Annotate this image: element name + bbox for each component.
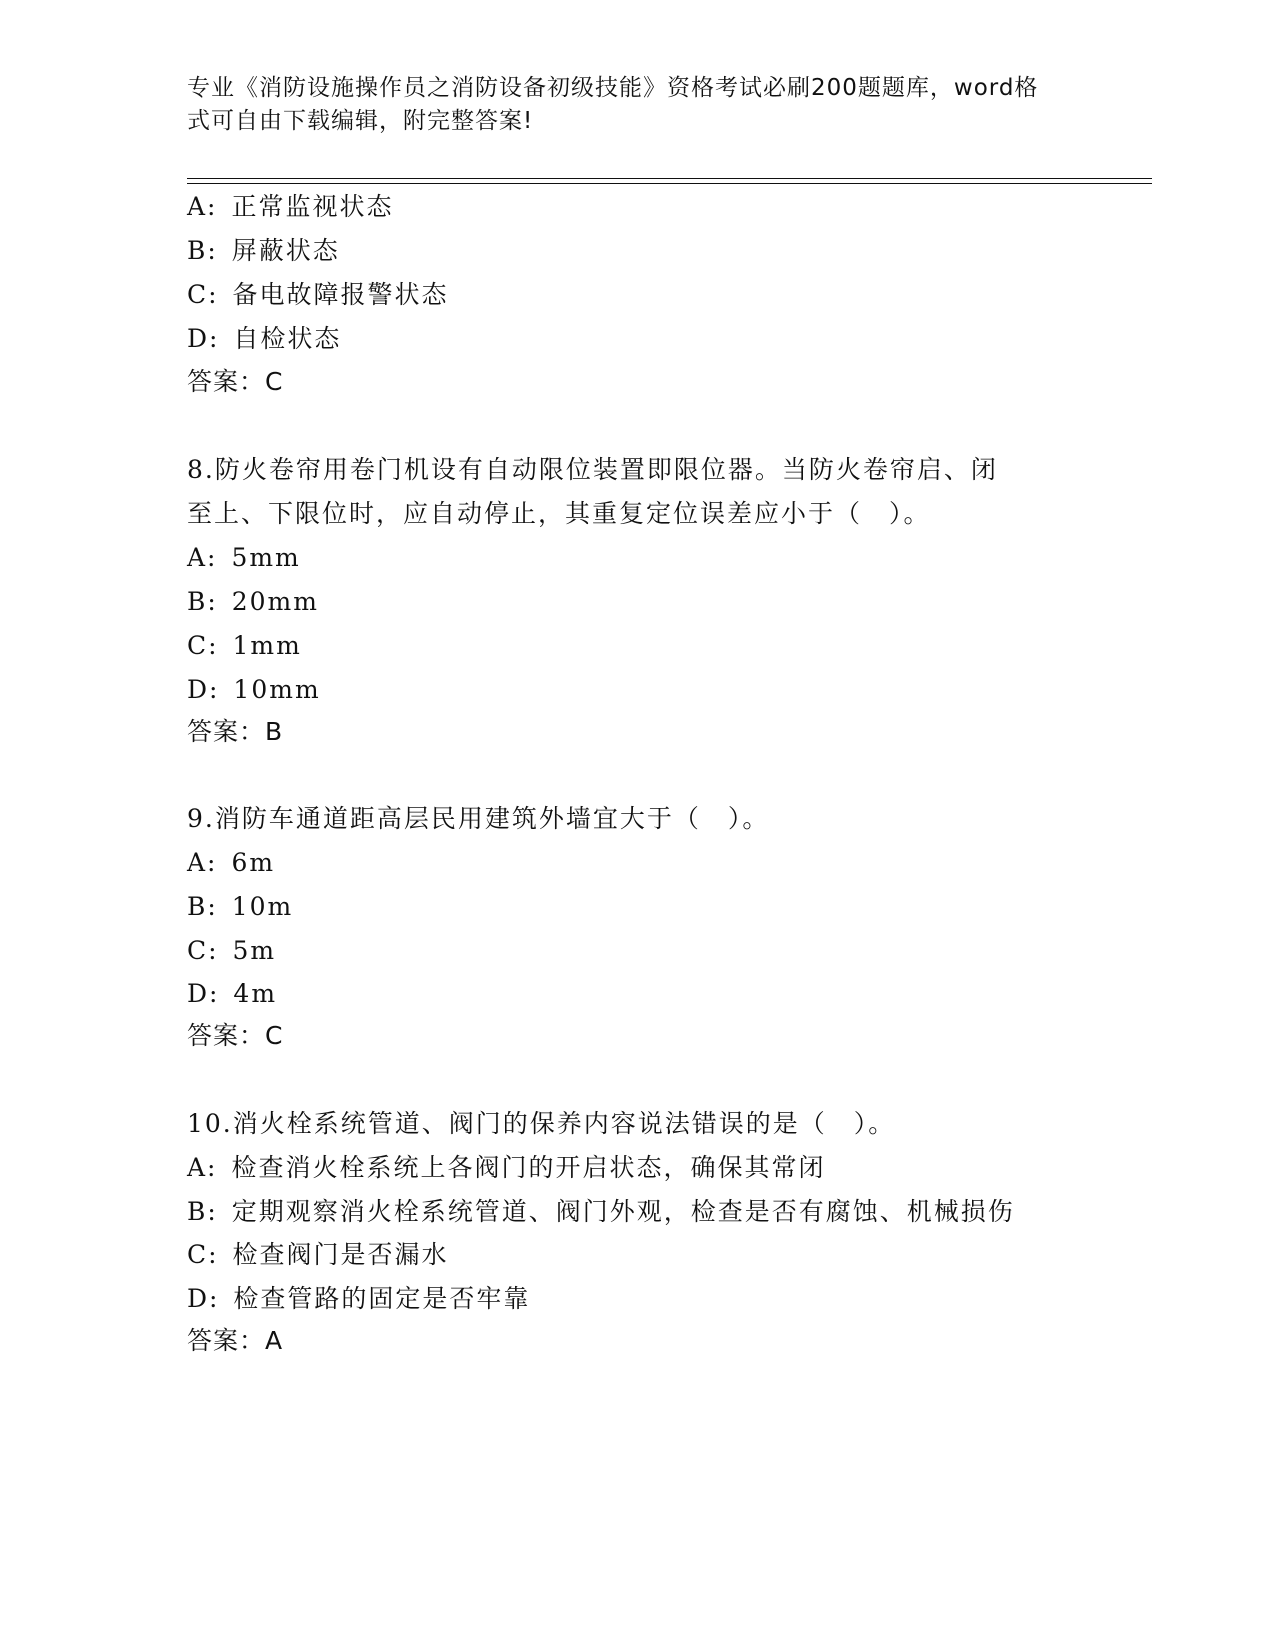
q8-option-a: [187, 542, 301, 574]
option-text: 正常监视状态: [231, 192, 394, 221]
option-letter: B:: [187, 236, 218, 265]
option-text: 检查管路的固定是否牢靠: [233, 1284, 531, 1313]
option-letter: B:: [187, 892, 218, 921]
q9-answer: 答案：C: [187, 1021, 284, 1050]
option-text: 10mm: [233, 675, 321, 704]
q10-option-a: [187, 1152, 825, 1184]
q9-option-b: [187, 891, 293, 923]
q8-option-b: [187, 586, 319, 618]
option-letter: C:: [187, 936, 219, 965]
q8-answer: 答案：B: [187, 717, 284, 746]
option-letter: D:: [187, 675, 220, 704]
option-text: 定期观察消火栓系统管道、阀门外观，检查是否有腐蚀、机械损伤: [231, 1197, 1015, 1226]
header-line-1: 专业《消防设施操作员之消防设备初级技能》资格考试必刷200题题库，word格: [187, 75, 1039, 101]
option-text: 5m: [232, 936, 277, 965]
q8-option-c: [187, 630, 302, 662]
q9-option-a: [187, 847, 275, 879]
option-text: 自检状态: [233, 324, 342, 353]
option-text: 检查消火栓系统上各阀门的开启状态，确保其常闭: [231, 1153, 826, 1182]
option-text: 5mm: [231, 543, 301, 572]
option-letter: C:: [187, 280, 219, 309]
option-text: 20mm: [231, 587, 319, 616]
prev-option-c: [187, 279, 449, 311]
header-line-2: 式可自由下载编辑，附完整答案!: [187, 108, 534, 134]
option-text: 6m: [231, 848, 276, 877]
option-letter: D:: [187, 979, 220, 1008]
option-text: 检查阀门是否漏水: [232, 1240, 449, 1269]
q9-option-c: [187, 935, 276, 967]
option-text: 1mm: [232, 631, 302, 660]
q9-stem-line-1: 9.消防车通道距高层民用建筑外墙宜大于（ ）。: [187, 804, 770, 833]
prev-answer: 答案：C: [187, 367, 284, 396]
header-rule-bottom: [187, 183, 1152, 184]
q8-stem-line-1: 8.防火卷帘用卷门机设有自动限位装置即限位器。当防火卷帘启、闭: [187, 455, 998, 484]
option-letter: C:: [187, 631, 219, 660]
prev-option-d: [187, 323, 341, 355]
document-header: [187, 72, 1067, 138]
q9-option-d: [187, 978, 277, 1010]
option-text: 屏蔽状态: [231, 236, 340, 265]
q10-stem-line-1: 10.消火栓系统管道、阀门的保养内容说法错误的是（ ）。: [187, 1109, 896, 1138]
option-text: 10m: [231, 892, 294, 921]
option-text: 备电故障报警状态: [232, 280, 449, 309]
q10-answer: 答案：A: [187, 1326, 284, 1355]
prev-option-a: [187, 191, 393, 223]
q8-stem-line-2: 至上、下限位时，应自动停止，其重复定位误差应小于（ ）。: [187, 499, 931, 528]
option-letter: A:: [187, 848, 218, 877]
option-letter: A:: [187, 192, 218, 221]
option-letter: D:: [187, 1284, 220, 1313]
q10-option-d: [187, 1283, 530, 1315]
option-letter: B:: [187, 1197, 218, 1226]
option-letter: B:: [187, 587, 218, 616]
option-text: 4m: [233, 979, 278, 1008]
prev-option-b: [187, 235, 340, 267]
option-letter: D:: [187, 324, 220, 353]
q10-option-b: [187, 1196, 1015, 1228]
header-rule-top: [187, 178, 1152, 179]
q10-option-c: [187, 1239, 449, 1271]
option-letter: A:: [187, 543, 218, 572]
option-letter: A:: [187, 1153, 218, 1182]
option-letter: C:: [187, 1240, 219, 1269]
q8-option-d: [187, 674, 321, 706]
